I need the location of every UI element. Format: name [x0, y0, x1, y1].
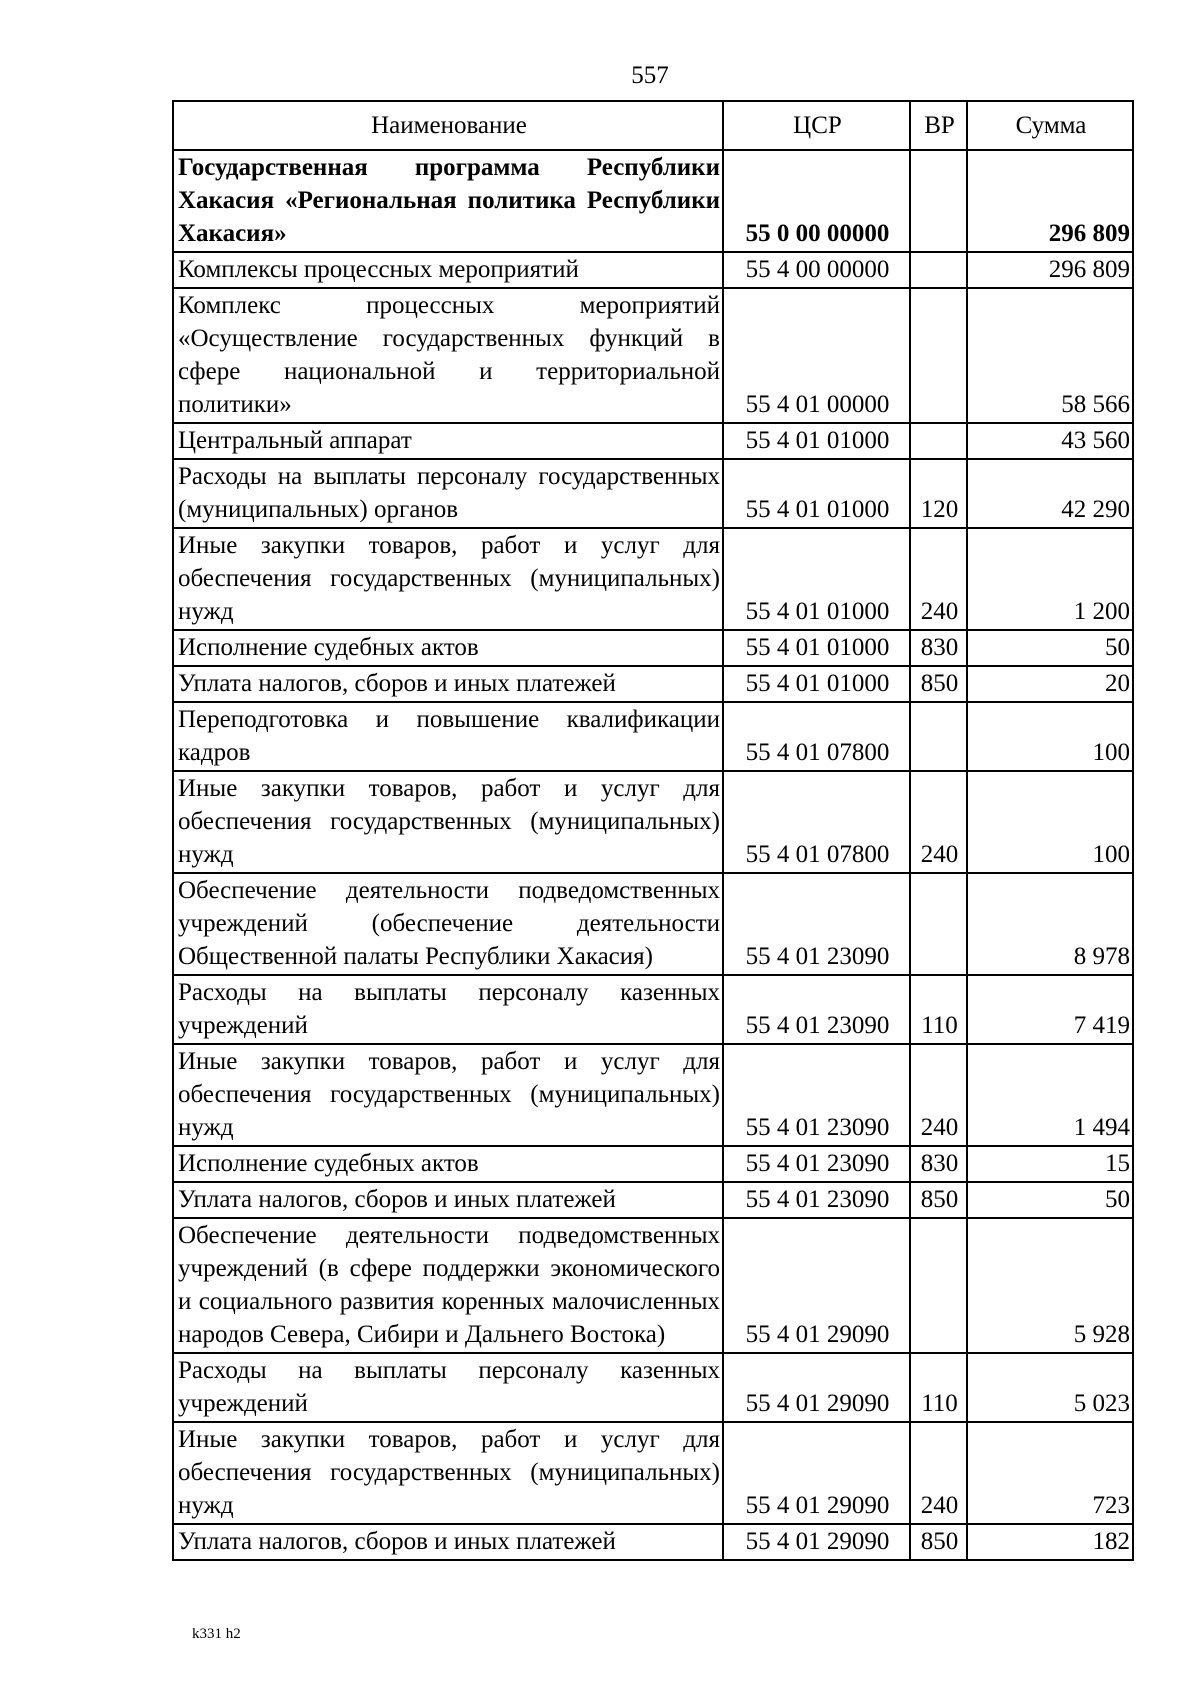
page-number: 557 — [631, 62, 669, 89]
row-sum: 43 560 — [967, 423, 1133, 459]
row-name: Исполнение судебных актов — [173, 630, 723, 666]
row-csr: 55 4 01 00000 — [723, 288, 910, 423]
row-name: Иные закупки товаров, работ и услуг для обеспечения государственных (муниципальных) нужд — [173, 1044, 723, 1146]
row-name: Обеспечение деятельности подведомственных учреждений (в сфере поддержки экономического и социального развития коренных малочисленных народов Севера, Сибири и Дальнего Востока) — [173, 1218, 723, 1353]
row-vr — [910, 702, 967, 771]
row-csr: 55 0 00 00000 — [723, 150, 910, 252]
row-vr: 850 — [910, 666, 967, 702]
row-vr — [910, 150, 967, 252]
row-csr: 55 4 01 29090 — [723, 1524, 910, 1560]
row-name: Комплекс процессных мероприятий «Осуществление государственных функций в сфере национальной и территориальной политики» — [173, 288, 723, 423]
row-name: Комплексы процессных мероприятий — [173, 252, 723, 288]
row-sum: 7 419 — [967, 975, 1133, 1044]
row-vr: 120 — [910, 459, 967, 528]
table-row — [173, 528, 1133, 630]
table-row — [173, 630, 1133, 666]
row-vr: 240 — [910, 1422, 967, 1524]
row-name: Государственная программа Республики Хакасия «Региональная политика Республики Хакасия» — [173, 150, 723, 252]
table-row — [173, 1218, 1133, 1353]
row-vr: 830 — [910, 630, 967, 666]
row-vr — [910, 423, 967, 459]
row-name: Иные закупки товаров, работ и услуг для обеспечения государственных (муниципальных) нужд — [173, 528, 723, 630]
table-row — [173, 702, 1133, 771]
row-vr: 850 — [910, 1524, 967, 1560]
row-vr: 830 — [910, 1146, 967, 1182]
row-name: Уплата налогов, сборов и иных платежей — [173, 1524, 723, 1560]
table-row — [173, 771, 1133, 873]
table-row — [173, 459, 1133, 528]
row-csr: 55 4 01 23090 — [723, 1044, 910, 1146]
row-name: Исполнение судебных актов — [173, 1146, 723, 1182]
row-csr: 55 4 01 29090 — [723, 1422, 910, 1524]
table-row — [173, 1353, 1133, 1422]
row-name: Центральный аппарат — [173, 423, 723, 459]
row-vr: 110 — [910, 975, 967, 1044]
row-vr: 240 — [910, 1044, 967, 1146]
row-sum: 100 — [967, 771, 1133, 873]
row-vr: 850 — [910, 1182, 967, 1218]
row-name: Расходы на выплаты персоналу казенных учреждений — [173, 975, 723, 1044]
table-row — [173, 666, 1133, 702]
table-row — [173, 150, 1133, 252]
table-row — [173, 975, 1133, 1044]
row-csr: 55 4 00 00000 — [723, 252, 910, 288]
row-sum: 50 — [967, 630, 1133, 666]
table-row — [173, 252, 1133, 288]
table-header-row — [173, 101, 1133, 150]
row-sum: 20 — [967, 666, 1133, 702]
row-csr: 55 4 01 29090 — [723, 1218, 910, 1353]
row-csr: 55 4 01 23090 — [723, 873, 910, 975]
row-sum: 296 809 — [967, 252, 1133, 288]
row-csr: 55 4 01 01000 — [723, 423, 910, 459]
row-sum: 182 — [967, 1524, 1133, 1560]
row-name: Уплата налогов, сборов и иных платежей — [173, 1182, 723, 1218]
row-name: Расходы на выплаты персоналу государственных (муниципальных) органов — [173, 459, 723, 528]
header-vr: ВР — [910, 101, 967, 150]
row-csr: 55 4 01 23090 — [723, 1146, 910, 1182]
table-row — [173, 1422, 1133, 1524]
row-csr: 55 4 01 23090 — [723, 975, 910, 1044]
row-vr — [910, 1218, 967, 1353]
row-vr: 110 — [910, 1353, 967, 1422]
row-sum: 15 — [967, 1146, 1133, 1182]
footer-code: k331 h2 — [192, 1626, 241, 1642]
row-sum: 50 — [967, 1182, 1133, 1218]
row-csr: 55 4 01 07800 — [723, 771, 910, 873]
row-name: Расходы на выплаты персоналу казенных учреждений — [173, 1353, 723, 1422]
table-row — [173, 873, 1133, 975]
row-name: Иные закупки товаров, работ и услуг для обеспечения государственных (муниципальных) нужд — [173, 1422, 723, 1524]
row-sum: 1 200 — [967, 528, 1133, 630]
row-name: Обеспечение деятельности подведомственных учреждений (обеспечение деятельности Общественной палаты Республики Хакасия) — [173, 873, 723, 975]
row-sum: 8 978 — [967, 873, 1133, 975]
budget-table — [172, 100, 1134, 1561]
row-sum: 723 — [967, 1422, 1133, 1524]
row-sum: 58 566 — [967, 288, 1133, 423]
row-csr: 55 4 01 23090 — [723, 1182, 910, 1218]
row-name: Уплата налогов, сборов и иных платежей — [173, 666, 723, 702]
row-csr: 55 4 01 01000 — [723, 666, 910, 702]
table-row — [173, 1524, 1133, 1560]
row-sum: 1 494 — [967, 1044, 1133, 1146]
row-csr: 55 4 01 07800 — [723, 702, 910, 771]
table-row — [173, 288, 1133, 423]
row-sum: 5 928 — [967, 1218, 1133, 1353]
row-vr — [910, 873, 967, 975]
row-sum: 5 023 — [967, 1353, 1133, 1422]
row-sum: 296 809 — [967, 150, 1133, 252]
row-csr: 55 4 01 01000 — [723, 630, 910, 666]
table-row — [173, 423, 1133, 459]
row-vr — [910, 252, 967, 288]
row-vr — [910, 288, 967, 423]
header-name: Наименование — [173, 101, 723, 150]
table-row — [173, 1044, 1133, 1146]
header-sum: Сумма — [967, 101, 1133, 150]
table-body — [173, 150, 1133, 1560]
table-row — [173, 1182, 1133, 1218]
row-sum: 42 290 — [967, 459, 1133, 528]
row-sum: 100 — [967, 702, 1133, 771]
header-csr: ЦСР — [723, 101, 910, 150]
row-name: Иные закупки товаров, работ и услуг для обеспечения государственных (муниципальных) нужд — [173, 771, 723, 873]
row-vr: 240 — [910, 771, 967, 873]
row-name: Переподготовка и повышение квалификации кадров — [173, 702, 723, 771]
row-csr: 55 4 01 01000 — [723, 528, 910, 630]
row-csr: 55 4 01 29090 — [723, 1353, 910, 1422]
row-csr: 55 4 01 01000 — [723, 459, 910, 528]
table-row — [173, 1146, 1133, 1182]
row-vr: 240 — [910, 528, 967, 630]
